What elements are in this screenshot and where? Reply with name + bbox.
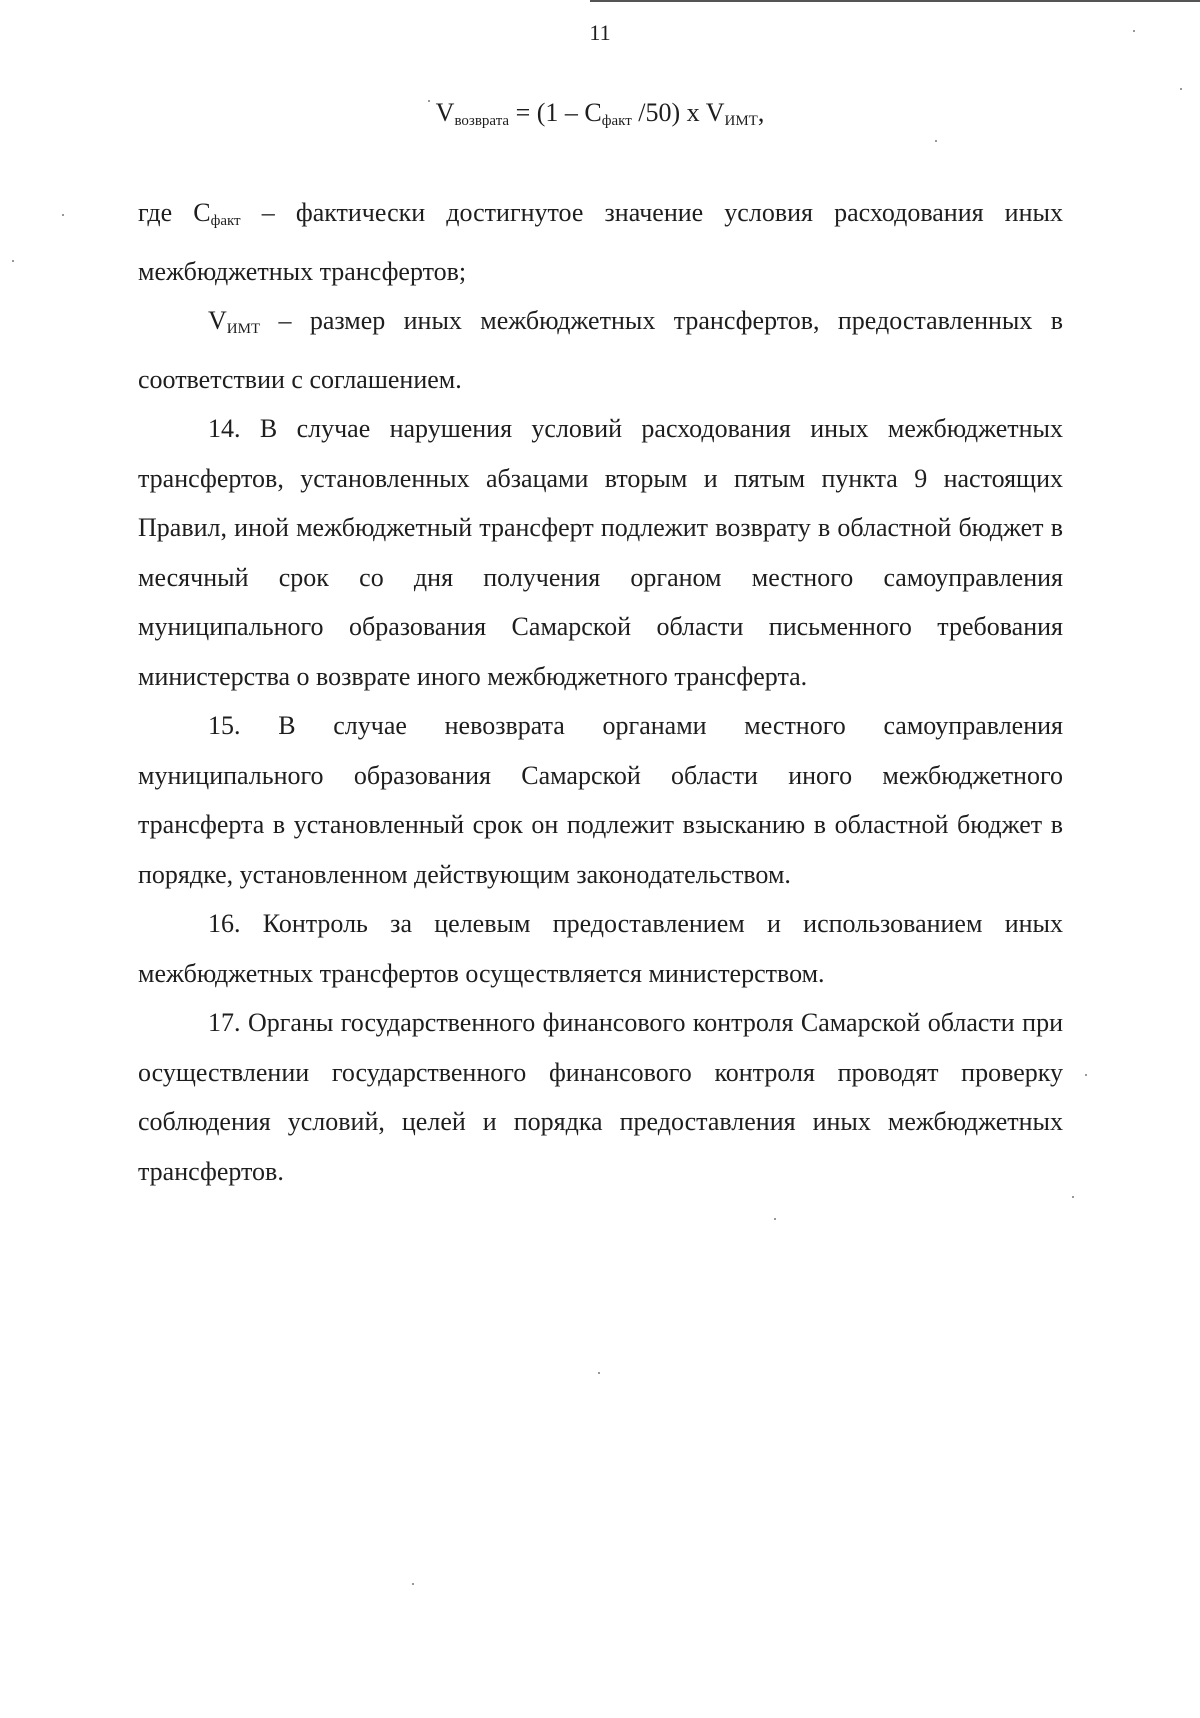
paragraph-15: 15. В случае невозврата органами местного самоуправления муниципального образования Самарской области иного межбюджетного трансферта в установленный срок он подлежит взысканию в областной бюджет в порядке, установленном действующим законодательством.	[138, 711, 1063, 889]
scan-speck	[12, 260, 14, 262]
definition-c-fact	[138, 188, 1063, 296]
definition-c-text: – фактически достигнутое значение условия расходования иных межбюджетных трансфертов;	[138, 198, 1063, 286]
paragraph-14: 14. В случае нарушения условий расходования иных межбюджетных трансфертов, установленных абзацами вторым и пятым пункта 9 настоящих Правил, иной межбюджетный трансферт подлежит возврату в областной бюджет в месячный срок со дня получения органом местного самоуправления муниципального образования Самарской области письменного требования министерства о возврате иного межбюджетного трансферта.	[138, 414, 1063, 691]
scan-speck	[1180, 88, 1182, 90]
formula-v-subscript: возврата	[454, 113, 510, 129]
formula-c-subscript: факт	[601, 113, 632, 129]
formula-end: ,	[757, 98, 765, 127]
scan-speck	[598, 1372, 600, 1374]
scan-speck	[774, 1218, 776, 1220]
paragraph-16: 16. Контроль за целевым предоставлением и использованием иных межбюджетных трансфертов осуществляется министерством.	[138, 909, 1063, 988]
document-body	[138, 188, 1063, 1196]
formula-rest: /50) x V	[631, 98, 725, 127]
paragraph-17: 17. Органы государственного финансового контроля Самарской области при осуществлении государственного финансового контроля проводят проверку соблюдения условий, целей и порядка предоставления иных межбюджетных трансфертов.	[138, 1008, 1063, 1186]
scan-top-edge-line	[590, 0, 1200, 2]
scan-speck	[62, 214, 64, 216]
definition-v-text: – размер иных межбюджетных трансфертов, предоставленных в соответствии с соглашением.	[138, 306, 1063, 394]
definition-c-prefix: где C	[138, 198, 211, 227]
scan-speck	[1085, 1074, 1087, 1076]
formula-v: V	[435, 98, 455, 127]
definition-v-imt	[138, 296, 1063, 404]
scan-speck	[1072, 1196, 1074, 1198]
formula-imt-subscript: ИМТ	[724, 113, 758, 129]
formula-eq-open: = (1 – C	[509, 98, 602, 127]
scan-speck	[428, 100, 430, 102]
definition-c-subscript: факт	[210, 213, 241, 229]
definition-v-subscript: ИМТ	[226, 321, 261, 337]
refund-formula	[0, 98, 1200, 130]
scan-speck	[412, 1583, 414, 1585]
scan-speck	[935, 140, 937, 142]
page-number: 11	[589, 20, 611, 45]
definition-v-prefix: V	[208, 306, 227, 335]
scan-speck	[1133, 30, 1135, 32]
